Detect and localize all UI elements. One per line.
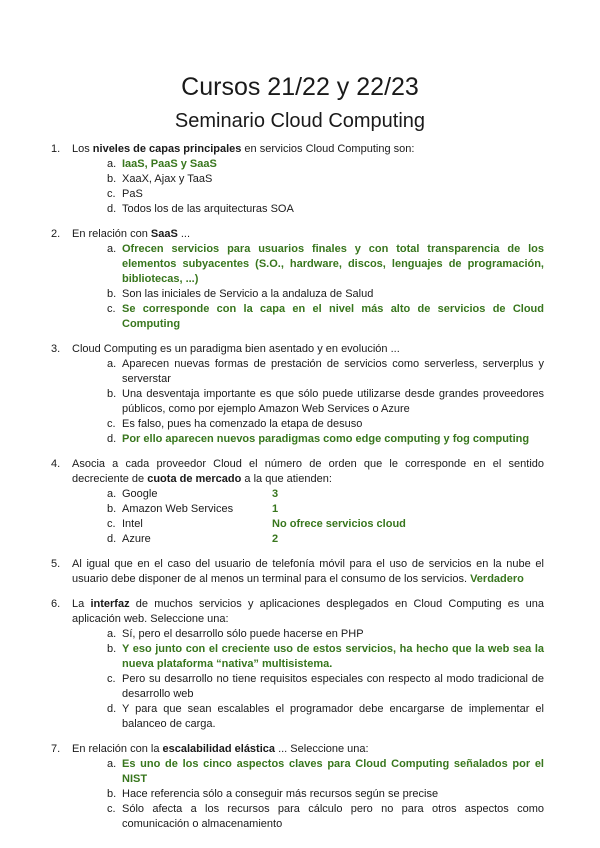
option-b <box>72 642 544 672</box>
question-text-part: en servicios Cloud Computing son: <box>241 143 415 155</box>
question-list <box>48 142 544 842</box>
option-letter: a. <box>107 758 117 770</box>
question-text <box>72 597 544 627</box>
page-title: Cursos 21/22 y 22/23 <box>181 73 419 101</box>
question-number: 5. <box>51 558 61 570</box>
question-number: 2. <box>51 228 61 240</box>
question-text <box>72 742 544 757</box>
option-letter: a. <box>107 243 117 255</box>
option-text: PaS <box>122 188 143 200</box>
option-d <box>72 202 544 217</box>
provider-name: Amazon Web Services <box>122 503 234 515</box>
correct-answer: 2 <box>272 533 279 545</box>
correct-answer: Es uno de los cinco aspectos claves para Cloud Computing señalados por el NIST <box>122 758 544 785</box>
option-letter: b. <box>107 288 117 300</box>
correct-answer: IaaS, PaaS y SaaS <box>122 158 217 170</box>
option-b <box>72 287 544 302</box>
option-text: Una desventaja importante es que sólo puede utilizarse desde grandes proveedores públicos, como por ejemplo Amazon Web Services o Azure <box>122 388 544 415</box>
provider-row <box>72 502 544 517</box>
option-b <box>72 787 544 802</box>
question-number: 6. <box>51 598 61 610</box>
option-letter: a. <box>107 158 117 170</box>
option-letter: a. <box>107 628 117 640</box>
option-text: Son las iniciales de Servicio a la andaluza de Salud <box>122 288 374 300</box>
question-text-part: La <box>72 598 91 610</box>
question-keyword: escalabilidad elástica <box>162 743 276 755</box>
option-d <box>72 432 544 447</box>
question-text: Cloud Computing es un paradigma bien asentado y en evolución ... <box>72 343 400 355</box>
question-keyword: interfaz <box>90 598 130 610</box>
correct-answer: Y eso junto con el creciente uso de estos servicios, ha hecho que la web sea la nueva plataforma “nativa” multisistema. <box>122 643 544 670</box>
option-b <box>72 172 544 187</box>
question-text-part: En relación con la <box>72 743 163 755</box>
option-letter: b. <box>107 788 117 800</box>
provider-name: Azure <box>122 533 151 545</box>
question-text-part: Asocia a cada proveedor Cloud el número de orden que le corresponde en el sentido decreciente de <box>72 458 544 485</box>
option-text: Sólo afecta a los recursos para cálculo pero no para otros aspectos como comunicación o almacenamiento <box>122 803 544 830</box>
option-text: Pero su desarrollo no tiene requisitos especiales con respecto al modo tradicional de desarrollo web <box>122 673 544 700</box>
correct-answer: 1 <box>272 503 279 515</box>
question-text <box>72 457 544 487</box>
question-text-part: a la que atienden: <box>241 473 332 485</box>
question-4 <box>48 457 544 547</box>
option-letter: a. <box>107 358 117 370</box>
provider-row <box>72 532 544 547</box>
question-keyword: SaaS <box>150 228 178 240</box>
option-text: Es falso, pues ha comenzado la etapa de desuso <box>122 418 363 430</box>
option-a <box>72 242 544 287</box>
question-text-part: ... Seleccione una: <box>275 743 369 755</box>
question-text-part: Al igual que en el caso del usuario de telefonía móvil para el uso de servicios en la nube el usuario debe disponer de al menos un terminal para el consumo de los servicios. <box>72 558 544 585</box>
option-letter: c. <box>107 303 116 315</box>
option-letter: a. <box>107 488 117 500</box>
option-a <box>72 357 544 387</box>
option-letter: d. <box>107 703 117 715</box>
question-number: 3. <box>51 343 61 355</box>
question-text-part: En relación con <box>72 228 151 240</box>
option-a <box>72 627 544 642</box>
question-text <box>72 142 544 157</box>
option-text: Aparecen nuevas formas de prestación de servicios como serverless, serverplus y serverstar <box>122 358 544 385</box>
option-a <box>72 157 544 172</box>
page-subtitle: Seminario Cloud Computing <box>174 110 426 132</box>
question-6 <box>48 597 544 732</box>
option-c <box>72 187 544 202</box>
question-7 <box>48 742 544 832</box>
option-text: Sí, pero el desarrollo sólo puede hacerse en PHP <box>122 628 364 640</box>
correct-answer: Verdadero <box>470 573 524 585</box>
option-text: Hace referencia sólo a conseguir más recursos según se precise <box>122 788 439 800</box>
question-keyword: niveles de capas principales <box>92 143 242 155</box>
question-keyword: cuota de mercado <box>147 473 242 485</box>
question-number: 1. <box>51 143 61 155</box>
provider-name: Intel <box>122 518 143 530</box>
provider-name: Google <box>122 488 158 500</box>
question-text-part: Los <box>72 143 93 155</box>
option-letter: b. <box>107 643 117 655</box>
option-letter: b. <box>107 173 117 185</box>
option-b <box>72 387 544 417</box>
correct-answer: Ofrecen servicios para usuarios finales y con total transparencia de los elementos subyacentes (S.O., hardware, discos, lenguajes de programación, bibliotecas, ...) <box>122 243 544 285</box>
option-letter: d. <box>107 433 117 445</box>
correct-answer: Se corresponde con la capa en el nivel más alto de servicios de Cloud Computing <box>122 303 544 330</box>
option-c <box>72 302 544 332</box>
option-text: Y para que sean escalables el programador debe encargarse de implementar el balanceo de carga. <box>122 703 544 730</box>
option-text: XaaX, Ajax y TaaS <box>122 173 213 185</box>
option-c <box>72 802 544 832</box>
option-c <box>72 672 544 702</box>
question-number: 4. <box>51 458 61 470</box>
correct-answer: Por ello aparecen nuevos paradigmas como edge computing y fog computing <box>122 433 530 445</box>
provider-row <box>72 517 544 532</box>
option-letter: d. <box>107 533 117 545</box>
question-text <box>72 227 544 242</box>
question-text-part: de muchos servicios y aplicaciones desplegados en Cloud Computing es una aplicación web. Seleccione una: <box>72 598 544 625</box>
option-letter: c. <box>107 518 116 530</box>
question-text <box>72 557 544 587</box>
provider-row <box>72 487 544 502</box>
option-text: Todos los de las arquitecturas SOA <box>122 203 294 215</box>
question-number: 7. <box>51 743 61 755</box>
option-letter: b. <box>107 388 117 400</box>
option-letter: b. <box>107 503 117 515</box>
question-1 <box>48 142 544 217</box>
option-letter: c. <box>107 418 116 430</box>
question-2 <box>48 227 544 332</box>
question-5 <box>48 557 544 587</box>
question-text-part: ... <box>177 228 191 240</box>
option-c <box>72 417 544 432</box>
option-letter: c. <box>107 673 116 685</box>
option-letter: d. <box>107 203 117 215</box>
correct-answer: No ofrece servicios cloud <box>272 518 406 530</box>
option-a <box>72 757 544 787</box>
option-letter: c. <box>107 188 116 200</box>
question-3 <box>48 342 544 447</box>
option-letter: c. <box>107 803 116 815</box>
option-d <box>72 702 544 732</box>
correct-answer: 3 <box>272 488 279 500</box>
